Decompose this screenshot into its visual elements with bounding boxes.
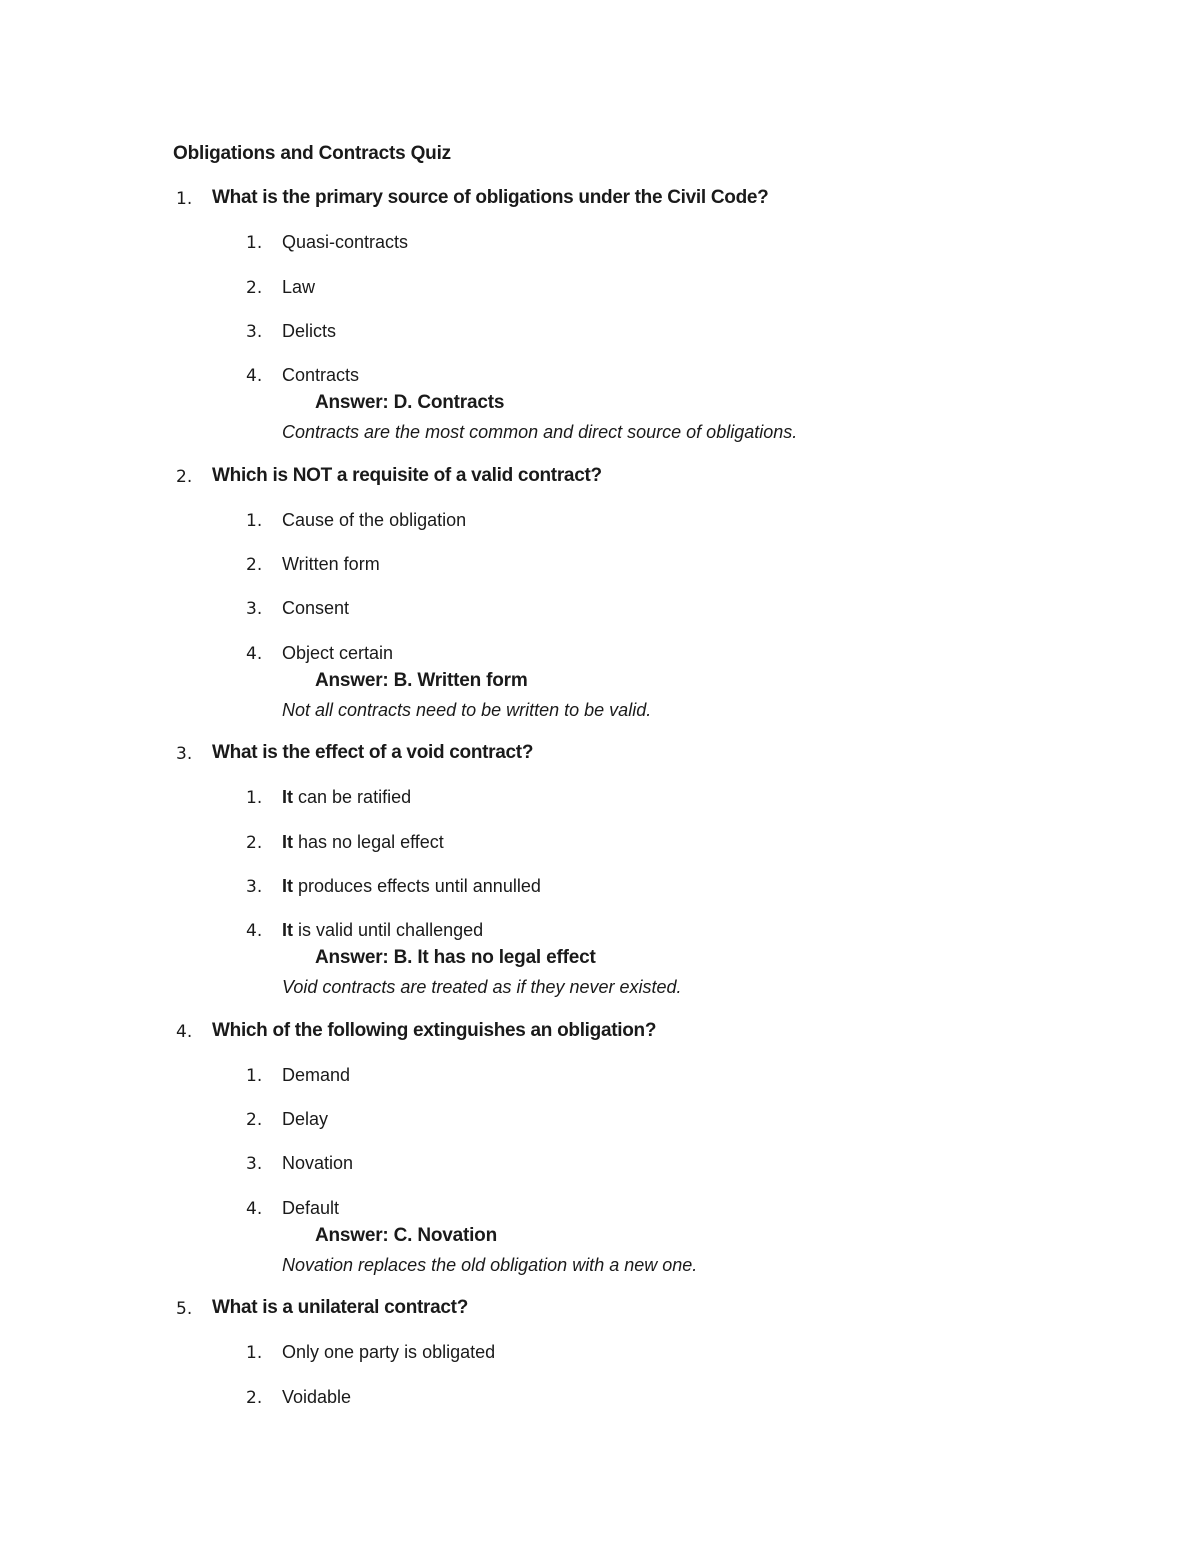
option-number: 4. bbox=[246, 921, 263, 941]
question-text: What is a unilateral contract? bbox=[212, 1297, 468, 1318]
option-text: Delay bbox=[282, 1109, 329, 1129]
answer-line: Answer: D. Contracts bbox=[315, 392, 505, 413]
option-item bbox=[0, 366, 1200, 390]
option-text: Consent bbox=[282, 598, 350, 618]
answer-line: Answer: B. Written form bbox=[315, 670, 528, 691]
option-number: 2. bbox=[246, 1388, 263, 1408]
option-item bbox=[0, 278, 1200, 302]
option-text bbox=[282, 787, 411, 808]
option-item bbox=[0, 833, 1200, 857]
option-text: Delicts bbox=[282, 321, 337, 341]
question-number: 1. bbox=[176, 189, 193, 209]
option-number: 1. bbox=[246, 1066, 263, 1086]
option-item bbox=[0, 511, 1200, 535]
option-item bbox=[0, 599, 1200, 623]
option-number: 4. bbox=[246, 1199, 263, 1219]
option-item bbox=[0, 921, 1200, 945]
option-text: Law bbox=[282, 277, 316, 297]
option-rest: is valid until challenged bbox=[298, 920, 484, 940]
option-text bbox=[282, 832, 444, 853]
option-rest: can be ratified bbox=[298, 787, 412, 807]
option-rest: has no legal effect bbox=[298, 832, 444, 852]
option-item bbox=[0, 233, 1200, 257]
document-title: Obligations and Contracts Quiz bbox=[173, 143, 451, 164]
option-text: Only one party is obligated bbox=[282, 1342, 496, 1362]
option-item bbox=[0, 322, 1200, 346]
option-number: 3. bbox=[246, 322, 263, 342]
option-rest: produces effects until annulled bbox=[298, 876, 541, 896]
option-text: Written form bbox=[282, 554, 380, 574]
option-number: 3. bbox=[246, 877, 263, 897]
answer-line: Answer: C. Novation bbox=[315, 1225, 497, 1246]
option-number: 1. bbox=[246, 511, 263, 531]
option-number: 2. bbox=[246, 833, 263, 853]
option-number: 3. bbox=[246, 599, 263, 619]
option-number: 3. bbox=[246, 1154, 263, 1174]
answer-explanation: Void contracts are treated as if they never existed. bbox=[282, 977, 682, 997]
question-text: Which of the following extinguishes an obligation? bbox=[212, 1020, 657, 1041]
question-number: 4. bbox=[176, 1022, 193, 1042]
option-lead: It bbox=[282, 832, 293, 852]
option-number: 1. bbox=[246, 788, 263, 808]
option-item bbox=[0, 1110, 1200, 1134]
answer-explanation: Novation replaces the old obligation with a new one. bbox=[282, 1255, 698, 1275]
option-number: 2. bbox=[246, 278, 263, 298]
option-text: Demand bbox=[282, 1065, 351, 1085]
answer-line: Answer: B. It has no legal effect bbox=[315, 947, 596, 968]
question-number: 5. bbox=[176, 1299, 193, 1319]
option-lead: It bbox=[282, 787, 293, 807]
question-text: What is the effect of a void contract? bbox=[212, 742, 534, 763]
option-item bbox=[0, 1343, 1200, 1367]
option-text bbox=[282, 876, 541, 897]
answer-explanation: Contracts are the most common and direct source of obligations. bbox=[282, 422, 798, 442]
option-text: Default bbox=[282, 1198, 340, 1218]
option-number: 1. bbox=[246, 233, 263, 253]
answer-explanation: Not all contracts need to be written to be valid. bbox=[282, 700, 652, 720]
option-item bbox=[0, 555, 1200, 579]
option-item bbox=[0, 788, 1200, 812]
option-lead: It bbox=[282, 876, 293, 896]
option-number: 1. bbox=[246, 1343, 263, 1363]
option-lead: It bbox=[282, 920, 293, 940]
option-item bbox=[0, 1388, 1200, 1412]
question-number: 2. bbox=[176, 467, 193, 487]
option-number: 4. bbox=[246, 644, 263, 664]
option-number: 2. bbox=[246, 555, 263, 575]
option-item bbox=[0, 877, 1200, 901]
option-text: Cause of the obligation bbox=[282, 510, 467, 530]
question-number: 3. bbox=[176, 744, 193, 764]
option-item bbox=[0, 1199, 1200, 1223]
option-text: Contracts bbox=[282, 365, 360, 385]
option-text: Voidable bbox=[282, 1387, 352, 1407]
option-text: Quasi-contracts bbox=[282, 232, 409, 252]
option-item bbox=[0, 1154, 1200, 1178]
option-number: 4. bbox=[246, 366, 263, 386]
option-text: Novation bbox=[282, 1153, 354, 1173]
question-text: Which is NOT a requisite of a valid contract? bbox=[212, 465, 602, 486]
option-item bbox=[0, 644, 1200, 668]
option-item bbox=[0, 1066, 1200, 1090]
option-text bbox=[282, 920, 483, 941]
option-text: Object certain bbox=[282, 643, 394, 663]
question-text: What is the primary source of obligations under the Civil Code? bbox=[212, 187, 769, 208]
option-number: 2. bbox=[246, 1110, 263, 1130]
